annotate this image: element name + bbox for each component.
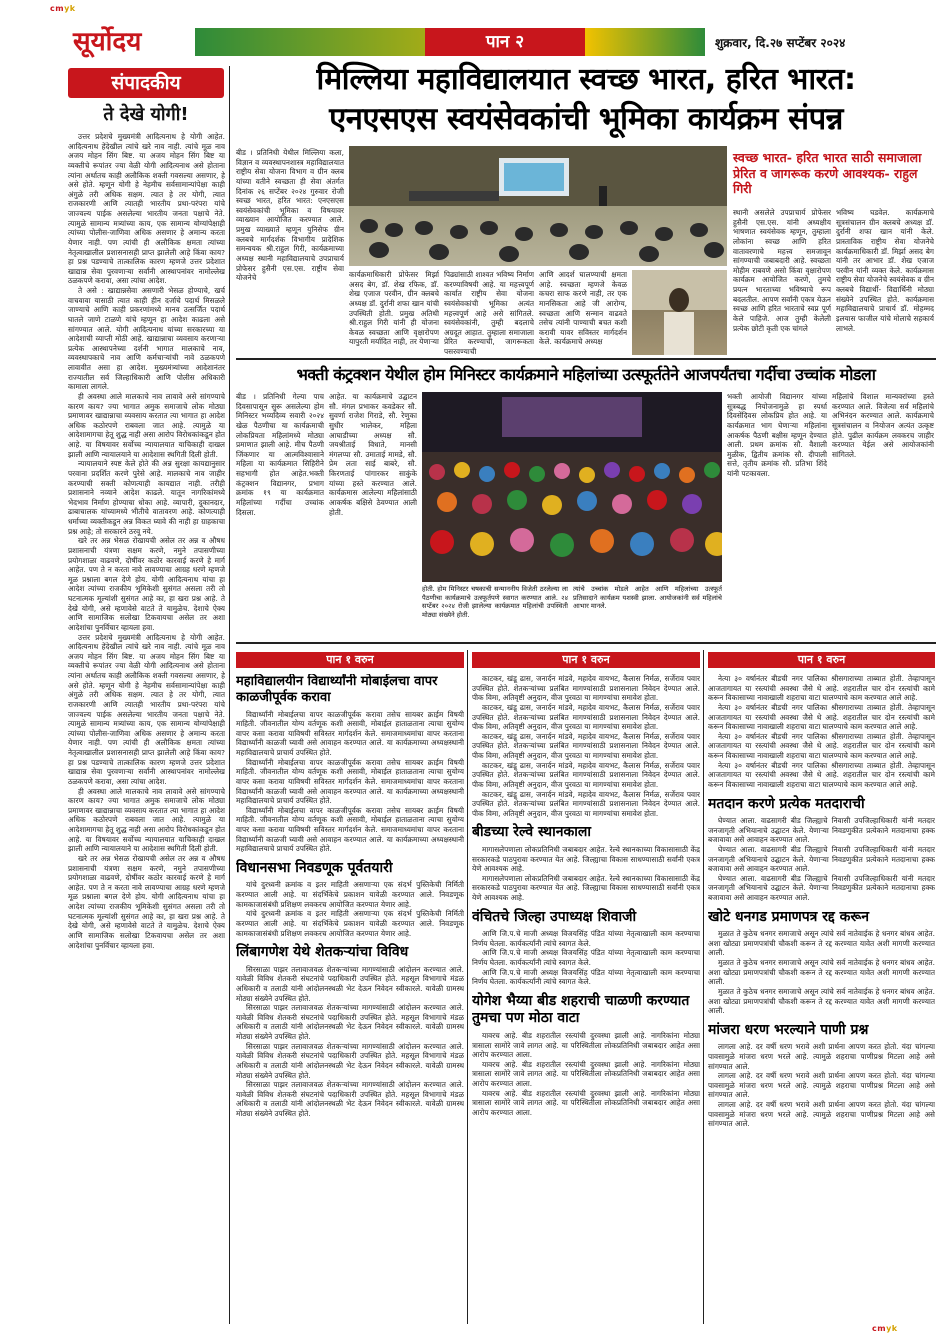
story2-headline: भक्ती कंट्रक्शन येथील होम मिनिस्टर कार्यक्रमाने महिलांच्या उत्स्फूर्ततेने आजपर्यंतचा गर्दीचा उच्चांक मोडला <box>296 365 876 384</box>
contC-para-2 <box>708 816 935 903</box>
section-rule <box>236 358 936 360</box>
contB-text-2: मागासलेपणाला लोकप्रतिनिधी जबाबदार आहेत. रेल्वे स्थानकाच्या विकासासाठी केंद्र सरकारकडे पाठपुरावा करण्यात येत आहे. जिल्ह्याचा विकास साधण्यासाठी सर्वांनी एकत्र येणे आवश्यक आहे. <box>472 844 700 874</box>
contB-text-4b: यावरच आहे. बीड शहरातील रस्त्यांची दुरवस्था झाली आहे. नागरिकांना मोठ्या त्रासाला सामोरे जावे लागत आहे. या परिस्थितीला लोकप्रतिनिधी जबाबदार आहेत असा आरोप करण्यात आला. <box>472 1059 700 1088</box>
contA-text-3c: सिरसाळा पाझर तलावाजवळ शेतकऱ्यांच्या मागण्यांसाठी आंदोलन करण्यात आले. यावेळी विविध शेतकरी संघटनांचे पदाधिकारी उपस्थित होते. महसूल विभागाचे मंडळ अधिकारी व तलाठी यांनी आंदोलनस्थळी भेट देऊन निवेदन स्वीकारले. यावेळी ग्रामस्थ मोठ्या संख्येने उपस्थित होते. <box>236 1041 464 1080</box>
story2-col2: आहेत. या कार्यक्रमाचे उद्घाटन सौ. मंगल प्रभाकर कवडेकर सौ. सुवर्णा राजेश गिराडे, सौ. रेणुका सुधीर भालेकर, महिला आघाडीच्या अध्यक्ष सौ. जयश्रीताई विधाते, मानसी मंगलप्पा सौ. उमाताई मामडे, सौ. प्रेम लता साई बाबरे, सौ. किरणताई पांगारकर साकुंके यांच्या हस्ते करण्यात आले. कार्यक्रमास आलेल्या महिलांसाठी आकर्षक बक्षिसे ठेवण्यात आली होती. <box>329 392 417 517</box>
contC-text-1d: नेत्या ३० वर्षानंतर बीडची नगर पालिका श्रीसगाराच्या ताब्यात होती. तेव्हापासून आजतागायत या रस्त्यांची अवस्था जैसे थे आहे. शहरातील चार दोन रस्त्यांची कामे करून विकासाच्या नावाखाली शहराचा वाटा घालण्याचे काम करण्यात आले आहे. <box>708 760 935 789</box>
contC-text-3b: मुळात ते कुठेच धनगर समाजाचे असून त्यांचे सर्व नातेवाईक हे धनगर बांधव आहेत. अशा खोट्या प्रमाणपत्रांची चौकशी करून ते रद्द करण्यात यावेत अशी मागणी करण्यात आली. <box>708 958 935 987</box>
speaker-image <box>632 270 727 355</box>
story2-col4: त्यांचे उच्चांक मोडले आहेत आणि महिलांच्या उत्स्फूर्त प्रतिसादाने कार्यक्रम यशस्वी झाला. आयोजकांनी सर्व महिलांचे आभार मानले. <box>573 585 722 611</box>
continued-col-b <box>472 674 700 1324</box>
editorial-para: ही अवस्था आले मालकाचे नाव लावावे असे सांगण्याचे कारण काय? ज्या भागात अमुक समाजाचे लोक मोठ्या प्रमाणावर खाद्यान्नाचा व्यवसाय करतात त्या भागात हा आदेश अधिक कठोरपणे राबवला जात आहे. त्यामुळे या आदेशामागचा हेतू शुद्ध नाही असा आरोप विरोधकांकडून होत आहे. या विषयावर सर्वोच्च न्यायालयात याचिकाही दाखल झाली आणि न्यायालयाने या आदेशास स्थगिती दिली होती. <box>68 391 225 459</box>
contB-para-3 <box>472 929 700 987</box>
contB-text-3b: आणि जि.प.चे माजी अध्यक्ष विजयसिंह पंडित यांच्या नेतृत्वाखाली काम करण्याचा निर्णय घेतला. कार्यकर्त्यांनी त्यांचे स्वागत केले. <box>472 948 700 967</box>
contB-text-1b: काटकर, खंडू ढास, जनार्दन मांडवे, महादेव वायभट, कैलास निर्मळ, सर्जेराव पवार उपस्थित होते. शेतकऱ्यांच्या प्रलंबित मागण्यांसाठी प्रशासनाला निवेदन देण्यात आले. पीक विमा, अतिवृष्टी अनुदान, वीज पुरवठा या मागण्यांचा समावेश होता. <box>472 702 700 732</box>
contB-text-1e: काटकर, खंडू ढास, जनार्दन मांडवे, महादेव वायभट, कैलास निर्मळ, सर्जेराव पवार उपस्थित होते. शेतकऱ्यांच्या प्रलंबित मागण्यांसाठी प्रशासनाला निवेदन देण्यात आले. पीक विमा, अतिवृष्टी अनुदान, वीज पुरवठा या मागण्यांचा समावेश होता. <box>472 789 700 818</box>
contA-text-1: विद्यार्थ्यांनी मोबाईलचा वापर काळजीपूर्वक करावा तसेच सायबर क्राईम विषयी माहिती. जीवनातील योग्य वर्तणूक कशी असावी, मोबाईल हाताळताना त्याचा सुयोग्य वापर कसा करावा याविषयी सविस्तर मार्गदर्शन केले. समाजमाध्यमांचा वापर करताना विद्यार्थ्यांनी काळजी घ्यावी असे आवाहन करण्यात आले. या कार्यक्रमाच्या अध्यक्षस्थानी महाविद्यालयाचे प्राचार्य उपस्थित होते. <box>236 709 464 757</box>
cmyk-cm-bottom: cm <box>872 1324 887 1333</box>
contC-text-4c: लागला आहे. दर वर्षी धरण भरावे अशी प्रार्थना आपण करत होतो. यंदा चांगल्या पावसामुळे मांजरा धरण भरले आहे. त्यामुळे शहराचा पाणीप्रश्न मिटला आहे असे सांगण्यात आले. <box>708 1100 935 1129</box>
contC-text-2b: घेण्यात आला. वाढसागरी बीड जिल्ह्याचे निवासी उपजिल्हाधिकारी यांनी मतदार जनजागृती अभियानाचे उद्घाटन केले. येणाऱ्या निवडणुकीत प्रत्येकाने मतदानाचा हक्क बजावावा असे आवाहन करण्यात आले. <box>708 844 935 874</box>
editorial-para: उत्तर प्रदेशचे मुख्यमंत्री आदित्यनाथ हे योगी आहेत. आदित्यनाथ हेंदेखील त्यांचे खरे नाव नाही. त्यांचे मूळ नाव अजय मोहन सिंग बिष्ट. या अजय मोहन सिंग बिष्ट या व्यक्तीचे रूपांतर ज्या वेळी योगी आदित्यनाथ असे होताना त्यांना अर्थातच काही अलौकिक शक्ती गवसल्या असणार, हे असे होते. म्हणून योगी हे नेहमीच सर्वसामान्यांपेक्षा काही अंगुळे तरी अधिक सक्षम. त्यात हे तर योगी, त्यात राजकारणी आणि त्यातही भारतीय प्रथा-परंपरा यांचे जाज्वल्य पाईक असलेल्या भारतीय जनता पक्षाचे नेते. त्यामुळे सामान्य मत्र्यांच्या काय, एक सामान्य योग्यांपेक्षाही त्यांच्या पोलीस-जाणिवा अधिक असणार हे अमान्य करता येणार नाही. पण त्यांची ही अलौकिक क्षमता त्यांच्या नेतृत्वाखालील प्रशासनासही प्राप्त झालेली आहे किंवा काय? हा प्रश्न पडण्याचे तात्कालिक कारण म्हणजे उत्तर प्रदेशात खाद्यान्न सेवा पुरवणाऱ्या सर्वांनी आस्थापनांवर नामोल्लेख ठळकपणे करावा, असा त्यांचा आदेश. <box>68 132 225 286</box>
contC-text-3: मुळात ते कुठेच धनगर समाजाचे असून त्यांचे सर्व नातेवाईक हे धनगर बांधव आहेत. अशा खोट्या प्रमाणपत्रांची चौकशी करून ते रद्द करण्यात यावेत अशी मागणी करण्यात आली. <box>708 929 935 958</box>
contB-text-1d: काटकर, खंडू ढास, जनार्दन मांडवे, महादेव वायभट, कैलास निर्मळ, सर्जेराव पवार उपस्थित होते. शेतकऱ्यांच्या प्रलंबित मागण्यांसाठी प्रशासनाला निवेदन देण्यात आले. पीक विमा, अतिवृष्टी अनुदान, वीज पुरवठा या मागण्यांचा समावेश होता. <box>472 760 700 789</box>
editorial-para: खरे तर अन्न भेसळ रोखायची असेल तर अन्न व औषध प्रशासनाची यंत्रणा सक्षम करणे, नमुने तपासणीच्या प्रयोगशाळा वाढवणे, दोषींवर कठोर कारवाई करणे हे मार्ग आहेत. पण ते न करता नावे लावण्याचा आग्रह धरणे म्हणजे मूळ प्रश्नाला बगल देणे होय. योगी आदित्यनाथ यांचा हा आदेश त्यांच्या राजकीय भूमिकेशी सुसंगत असला तरी तो घटनात्मक मूल्यांशी सुसंगत आहे का, हा खरा प्रश्न आहे. ते देखे योगी, असे म्हणावेसे वाटते ते यामुळेच. देशाचे ऐक्य आणि सामाजिक सलोखा टिकवायचा असेल तर अशा आदेशांचा पुनर्विचार व्हायला हवा. <box>68 853 225 950</box>
contC-text-2: घेण्यात आला. वाढसागरी बीड जिल्ह्याचे निवासी उपजिल्हाधिकारी यांनी मतदार जनजागृती अभियानाचे उद्घाटन केले. येणाऱ्या निवडणुकीत प्रत्येकाने मतदानाचा हक्क बजावावा असे आवाहन करण्यात आले. <box>708 816 935 845</box>
page-number: पान २ <box>425 28 585 56</box>
contB-para-1 <box>472 674 700 818</box>
story2-col5: भक्ती आयोजी विद्यानगर यांच्या सूत्रबद्ध नियोजनामुळे हा स्पर्धा दिवसेंदिवस लोकप्रिय होत आहे. या कार्यक्रमात भाग घेणाऱ्या महिलांना आकर्षक पैठणी बक्षीस म्हणून देण्यात आली. प्रथम क्रमांक सौ. वैशाली मुळीक, द्वितीय क्रमांक सौ. दीपाली सत्ते, तृतीय क्रमांक सौ. प्रतिभा शिंदे यांनी पटकावला. <box>727 392 827 478</box>
contB-para-4 <box>472 1031 700 1118</box>
contC-text-1: नेत्या ३० वर्षानंतर बीडची नगर पालिका श्रीसगाराच्या ताब्यात होती. तेव्हापासून आजतागायत या रस्त्यांची अवस्था जैसे थे आहे. शहरातील चार दोन रस्त्यांची कामे करून विकासाच्या नावाखाली शहराचा वाटा घालण्याचे काम करण्यात आले आहे. <box>708 674 935 703</box>
contA-text-3: सिरसाळा पाझर तलावाजवळ शेतकऱ्यांच्या मागण्यांसाठी आंदोलन करण्यात आले. यावेळी विविध शेतकरी संघटनांचे पदाधिकारी उपस्थित होते. महसूल विभागाचे मंडळ अधिकारी व तलाठी यांनी आंदोलनस्थळी भेट देऊन निवेदन स्वीकारले. यावेळी ग्रामस्थ मोठ्या संख्येने उपस्थित होते. <box>236 964 464 1003</box>
story1-side-title: स्वच्छ भारत- हरित भारत साठी समाजाला प्रेरित व जागरूक करणे आवश्यक- राहुल गिरी <box>733 150 922 197</box>
story1-side-col2: भविष्य घडवेल. कार्यक्रमाचे सूत्रसंचालन ग्रीन क्लबचे अध्यक्ष डॉ. दुर्रानी शफा खान यांनी केले. प्रास्ताविक राष्ट्रीय सेवा योजनेचे कार्यक्रमाधिकारी डॉ. मिर्झा असद बेग यांनी तर आभार डॉ. शेख एजाज परवीन यांनी व्यक्त केले. कार्यक्रमास राष्ट्रीय सेवा योजनेचे स्वयंसेवक व ग्रीन क्लबचे विद्यार्थी- विद्यार्थिनी मोठ्या संख्येने उपस्थित होते. कार्यक्रमास महाविद्यालयाचे प्राचार्य डॉ. मोहम्मद इलयास फाजील यांचे मोलाचे सहकार्य लाभले. <box>836 208 934 333</box>
editorial-section-label: संपादकीय <box>68 68 224 98</box>
contB-heading-2: वंचितचे जिल्हा उपाध्यक्ष शिवाजी <box>472 908 637 925</box>
contA-text-2b: यांचे दुरध्वनी क्रमांक व इतर माहिती असणार्‍या एक संदर्भ पुस्तिकेची निर्मिती करण्यात आली आहे. या संदर्भिकेचे प्रकाशन यावेळी करण्यात आले. निवडणूक कामकाजासंबंधी प्रशिक्षण लवकरच आयोजित करण्यात येणार आहे. <box>236 909 464 938</box>
contB-para-2 <box>472 845 700 903</box>
cmyk-cm: cm <box>50 4 65 13</box>
editorial-title: ते देखे योगी! <box>103 104 189 125</box>
contC-text-1b: नेत्या ३० वर्षानंतर बीडची नगर पालिका श्रीसगाराच्या ताब्यात होती. तेव्हापासून आजतागायत या रस्त्यांची अवस्था जैसे थे आहे. शहरातील चार दोन रस्त्यांची कामे करून विकासाच्या नावाखाली शहराचा वाटा घालण्याचे काम करण्यात आले आहे. <box>708 702 935 732</box>
continued-col-c <box>708 674 935 1324</box>
contB-heading-3: योगेश भैय्या बीड शहराची चाळणी करण्यात तुमचा पण मोठा वाटा <box>472 992 690 1027</box>
contA-heading-3: लिंबागणेश येथे शेतकऱ्यांचा विविध <box>236 944 409 961</box>
contB-text-3c: आणि जि.प.चे माजी अध्यक्ष विजयसिंह पंडित यांच्या नेतृत्वाखाली काम करण्याचा निर्णय घेतला. कार्यकर्त्यांनी त्यांचे स्वागत केले. <box>472 967 700 987</box>
story1-headline-2: एनएसएस स्वयंसेवकांची भूमिका कार्यक्रम संपन्न <box>329 101 843 137</box>
masthead-logo: सूर्योदय <box>73 27 142 57</box>
story1-side-col1: स्थानी असलेले उपप्राचार्य प्रोफेसर हुसैनी एस.एस. यांनी अध्यक्षीय भाषणात स्वयंसेवक म्हणून, तुम्हाला लोकांना स्वच्छ आणि हरित वातावरणाचे महत्त्व समजावून सांगण्याची जबाबदारी आहे. स्वच्छता मोहीम राबवणे असो किंवा वृक्षारोपण कार्यक्रम आयोजित करणे, तुमचे प्रयत्न भारताच्या भविष्याचे रूप बदलतील. आपण सर्वांनी एकत्र येऊन स्वच्छ आणि हरित भारताचे स्वप्न पूर्ण केले पाहिजे. आज तुम्ही केलेली प्रत्येक छोटी कृती एक चांगले <box>733 208 831 333</box>
contA-heading-2: विधानसभा निवडणूक पूर्वतयारी <box>236 859 393 876</box>
contC-heading-2: खोटे धनगड प्रमाणपत्र रद्द करून <box>708 908 870 925</box>
masthead-bar-right <box>585 28 705 56</box>
editorial-para: उत्तर प्रदेशचे मुख्यमंत्री आदित्यनाथ हे योगी आहेत. आदित्यनाथ हेंदेखील त्यांचे खरे नाव नाही. त्यांचे मूळ नाव अजय मोहन सिंग बिष्ट. या अजय मोहन सिंग बिष्ट या व्यक्तीचे रूपांतर ज्या वेळी योगी आदित्यनाथ असे होताना त्यांना अर्थातच काही अलौकिक शक्ती गवसल्या असणार, हे असे होते. म्हणून योगी हे नेहमीच सर्वसामान्यांपेक्षा काही अंगुळे तरी अधिक सक्षम. त्यात हे तर योगी, त्यात राजकारणी आणि त्यातही भारतीय प्रथा-परंपरा यांचे जाज्वल्य पाईक असलेल्या भारतीय जनता पक्षाचे नेते. त्यामुळे सामान्य मत्र्यांच्या काय, एक सामान्य योग्यांपेक्षाही त्यांच्या पोलीस-जाणिवा अधिक असणार हे अमान्य करता येणार नाही. पण त्यांची ही अलौकिक क्षमता त्यांच्या नेतृत्वाखालील प्रशासनासही प्राप्त झालेली आहे किंवा काय? हा प्रश्न पडण्याचे तात्कालिक कारण म्हणजे उत्तर प्रदेशात खाद्यान्न सेवा पुरवणाऱ्या सर्वांनी आस्थापनांवर नामोल्लेख ठळकपणे करावा, असा त्यांचा आदेश. <box>68 632 225 786</box>
continued-col-a <box>236 674 464 1324</box>
contC-para-3 <box>708 929 935 1016</box>
contA-text-3b: सिरसाळा पाझर तलावाजवळ शेतकऱ्यांच्या मागण्यांसाठी आंदोलन करण्यात आले. यावेळी विविध शेतकरी संघटनांचे पदाधिकारी उपस्थित होते. महसूल विभागाचे मंडळ अधिकारी व तलाठी यांनी आंदोलनस्थळी भेट देऊन निवेदन स्वीकारले. यावेळी ग्रामस्थ मोठ्या संख्येने उपस्थित होते. <box>236 1003 464 1041</box>
contA-text-3d: सिरसाळा पाझर तलावाजवळ शेतकऱ्यांच्या मागण्यांसाठी आंदोलन करण्यात आले. यावेळी विविध शेतकरी संघटनांचे पदाधिकारी उपस्थित होते. महसूल विभागाचे मंडळ अधिकारी व तलाठी यांनी आंदोलनस्थळी भेट देऊन निवेदन स्वीकारले. यावेळी ग्रामस्थ मोठ्या संख्येने उपस्थित होते. <box>236 1080 464 1118</box>
contC-text-4b: लागला आहे. दर वर्षी धरण भरावे अशी प्रार्थना आपण करत होतो. यंदा चांगल्या पावसामुळे मांजरा धरण भरले आहे. त्यामुळे शहराचा पाणीप्रश्न मिटला आहे असे सांगण्यात आले. <box>708 1071 935 1100</box>
contB-text-4c: यावरच आहे. बीड शहरातील रस्त्यांची दुरवस्था झाली आहे. नागरिकांना मोठ्या त्रासाला सामोरे जावे लागत आहे. या परिस्थितीला लोकप्रतिनिधी जबाबदार आहेत असा आरोप करण्यात आला. <box>472 1088 700 1117</box>
contC-text-3c: मुळात ते कुठेच धनगर समाजाचे असून त्यांचे सर्व नातेवाईक हे धनगर बांधव आहेत. अशा खोट्या प्रमाणपत्रांची चौकशी करून ते रद्द करण्यात यावेत अशी मागणी करण्यात आली. <box>708 986 935 1016</box>
contC-heading-3: मांजरा धरण भरल्याने पाणी प्रश्न <box>708 1021 869 1038</box>
contC-text-2c: घेण्यात आला. वाढसागरी बीड जिल्ह्याचे निवासी उपजिल्हाधिकारी यांनी मतदार जनजागृती अभियानाचे उद्घाटन केले. येणाऱ्या निवडणुकीत प्रत्येकाने मतदानाचा हक्क बजावावा असे आवाहन करण्यात आले. <box>708 873 935 902</box>
contC-para-4 <box>708 1042 935 1129</box>
contA-para-3 <box>236 965 464 1119</box>
continued-tab-3: पान १ वरुन <box>708 652 935 668</box>
column-divider <box>467 650 468 1324</box>
cmyk-mark-bottom <box>872 1324 898 1333</box>
story2-col3: होती. होम मिनिस्टर चषकाची सन्माननीय विजेती ठरलेल्या ला पैठणीचा कार्यक्रमाचे उत्स्फूर्तपणे स्वागत करण्यात आले. २४ सप्टेंबर २०२४ रोजी झालेल्या कार्यक्रमात महिलांची उपस्थिती मोठ्या संख्येने होती. <box>422 585 568 619</box>
contA-text-1c: विद्यार्थ्यांनी मोबाईलचा वापर काळजीपूर्वक करावा तसेच सायबर क्राईम विषयी माहिती. जीवनातील योग्य वर्तणूक कशी असावी, मोबाईल हाताळताना त्याचा सुयोग्य वापर कसा करावा याविषयी सविस्तर मार्गदर्शन केले. समाजमाध्यमांचा वापर करताना विद्यार्थ्यांनी काळजी घ्यावी असे आवाहन करण्यात आले. या कार्यक्रमाच्या अध्यक्षस्थानी महाविद्यालयाचे प्राचार्य उपस्थित होते. <box>236 805 464 854</box>
story1-col2: कार्यक्रमाधिकारी प्रोफेसर मिर्झा असद बेग, डॉ. शेख रफिक, डॉ. शेख एजाज परवीन, ग्रीन क्लबचे अध्यक्ष डॉ. दुर्रानी शफा खान यांची उपस्थिती होती. प्रमुख अतिथी श्री.राहुल गिरी यांनी ही योजना केवळ स्वच्छता आणि वृक्षारोपण यापुरती मर्यादित नाही, तर येणाऱ्या <box>349 270 439 347</box>
event-hall-image <box>349 146 727 266</box>
contC-heading-1: मतदान करणे प्रत्येक मतदाराची <box>708 795 865 812</box>
story1-col1: बीड । प्रतिनिधी येथील मिल्लिया कला, विज्ञान व व्यवस्थापनशास्त्र महाविद्यालयात राष्ट्रीय सेवा योजना विभाग व ग्रीन क्लब यांच्या वतीने स्वच्छता ही सेवा अंतर्गत दिनांक २६ सप्टेंबर २०२४ गुरुवार रोजी स्वच्छ भारत, हरित भारत: एनएसएस स्वयंसेवकांची भूमिका व विषयावर व्याख्यान आयोजित करण्यात आले. प्रमुख व्याख्याते म्हणून युनिसेफ ग्रीन क्लबचे मार्गदर्शक विभागीय प्रादेशिक समन्वयक श्री.राहुल गिरी, कार्यक्रमाच्या अध्यक्ष स्थानी महाविद्यालयाचे उपप्राचार्य प्रोफेसर हुसैनी एस.एस. राष्ट्रीय सेवा योजनेचे <box>236 148 344 283</box>
cmyk-mark-top <box>50 4 76 13</box>
story2-col6: महिलांचे विशाल मान्यवरांच्या हस्ते करण्यात आले. विजेत्या सर्व महिलांचे अभिनंदन करण्यात आले. कार्यक्रमाचे सूत्रसंचालन व नियोजन अत्यंत उत्कृष्ट होते. पुढील कार्यक्रम लवकरच जाहीर करण्यात येईल असे आयोजकांनी सांगितले. <box>832 392 934 459</box>
column-divider <box>229 66 230 1324</box>
editorial-body <box>68 132 225 1320</box>
contA-text-2: यांचे दुरध्वनी क्रमांक व इतर माहिती असणार्‍या एक संदर्भ पुस्तिकेची निर्मिती करण्यात आली आहे. या संदर्भिकेचे प्रकाशन यावेळी करण्यात आले. निवडणूक कामकाजासंबंधी प्रशिक्षण लवकरच आयोजित करण्यात येणार आहे. <box>236 880 464 909</box>
contA-para-2 <box>236 880 464 938</box>
contA-heading-1: महाविद्यालयीन विद्यार्थ्यांनी मोबाईलचा वापर काळजीपूर्वक करावा <box>236 674 438 706</box>
contC-text-1c: नेत्या ३० वर्षानंतर बीडची नगर पालिका श्रीसगाराच्या ताब्यात होती. तेव्हापासून आजतागायत या रस्त्यांची अवस्था जैसे थे आहे. शहरातील चार दोन रस्त्यांची कामे करून विकासाच्या नावाखाली शहराचा वाटा घालण्याचे काम करण्यात आले आहे. <box>708 731 935 760</box>
crowd-image <box>422 392 722 582</box>
editorial-para: ही अवस्था आले मालकाचे नाव लावावे असे सांगण्याचे कारण काय? ज्या भागात अमुक समाजाचे लोक मोठ्या प्रमाणावर खाद्यान्नाचा व्यवसाय करतात त्या भागात हा आदेश अधिक कठोरपणे राबवला जात आहे. त्यामुळे या आदेशामागचा हेतू शुद्ध नाही असा आरोप विरोधकांकडून होत आहे. या विषयावर सर्वोच्च न्यायालयात याचिकाही दाखल झाली आणि न्यायालयाने या आदेशास स्थगिती दिली होती. <box>68 786 225 854</box>
story2-photo <box>422 392 722 582</box>
story1-headline-1: मिल्लिया महाविद्यालयात स्वच्छ भारत, हरित भारत: <box>316 62 856 97</box>
story1-photo <box>349 146 727 266</box>
story1-col4: आणि आदर्श घालण्याची क्षमता आहे. स्वच्छता म्हणजे केवळ कचरा साफ करणे नाही, तर एक मानसिकता आहे जी आरोग्य, स्वच्छता आणि सन्मान वाढवते तसेच त्यांनी पाण्याची बचत कशी करावी यावर सविस्तर मार्गदर्शन केले. कार्यक्रमाचे अध्यक्ष <box>539 270 627 347</box>
section-rule <box>236 642 936 644</box>
editorial-para: ते असे : खाद्यान्नसेवा असणारी भेसळ होण्याचे, खर्च वाचवावा यासाठी त्यात काही हीन दर्जाचे पदार्थ मिसळले जाण्याचे आणि काही प्रकरणांमध्ये मानव उत्सर्जित पदार्थ घातले जाणे टाळणे यांचे म्हणून हा आदेश काढला असे सांगण्यात आले. योगी आदित्यनाथ यांच्या सरकारच्या या आदेशाची व्याप्ती मोठी आहे. खाद्यान्नाचा व्यवसाय करणाऱ्या प्रत्येक आस्थापनेच्या दर्शनी भागात मालकाचे नाव, व्यवस्थापकाचे नाव आणि कर्मचाऱ्यांची नावे ठळकपणे लावावीत असा हा आदेश. मुख्यमंत्र्यांच्या आदेशानंतर राज्यातील सर्व जिल्हाधिकारी आणि पोलीस अधिकारी कामाला लागले. <box>68 286 225 392</box>
contC-para-1 <box>708 674 935 790</box>
continued-tab-2: पान १ वरुन <box>472 652 700 668</box>
story1-col3: पिढ्यांसाठी शाश्वत भविष्य निर्माण करण्याविषयी आहे. या महत्त्वपूर्ण कार्यात राष्ट्रीय सेवा योजना स्वयंसेवकांची भूमिका अत्यंत महत्त्वपूर्ण आहे असे सांगितले. स्वयंसेवकांनी, तुम्ही बदलाचे अग्रदूत आहात. तुम्हाला समाजाला प्रेरित करण्याची, जागरूकता पसरवण्याची <box>444 270 534 355</box>
story1-photo-small <box>632 270 727 355</box>
contB-heading-1: बीडच्या रेल्वे स्थानकाला <box>472 824 591 841</box>
cmyk-yk: yk <box>64 4 76 13</box>
editorial-para: खरे तर अन्न भेसळ रोखायची असेल तर अन्न व औषध प्रशासनाची यंत्रणा सक्षम करणे, नमुने तपासणीच्या प्रयोगशाळा वाढवणे, दोषींवर कठोर कारवाई करणे हे मार्ग आहेत. पण ते न करता नावे लावण्याचा आग्रह धरणे म्हणजे मूळ प्रश्नाला बगल देणे होय. योगी आदित्यनाथ यांचा हा आदेश त्यांच्या राजकीय भूमिकेशी सुसंगत असला तरी तो घटनात्मक मूल्यांशी सुसंगत आहे का, हा खरा प्रश्न आहे. ते देखे योगी, असे म्हणावेसे वाटते ते यामुळेच. देशाचे ऐक्य आणि सामाजिक सलोखा टिकवायचा असेल तर अशा आदेशांचा पुनर्विचार व्हायला हवा. <box>68 536 225 632</box>
contC-text-4: लागला आहे. दर वर्षी धरण भरावे अशी प्रार्थना आपण करत होतो. यंदा चांगल्या पावसामुळे मांजरा धरण भरले आहे. त्यामुळे शहराचा पाणीप्रश्न मिटला आहे असे सांगण्यात आले. <box>708 1042 935 1071</box>
contB-text-2b: मागासलेपणाला लोकप्रतिनिधी जबाबदार आहेत. रेल्वे स्थानकाच्या विकासासाठी केंद्र सरकारकडे पाठपुरावा करण्यात येत आहे. जिल्ह्याचा विकास साधण्यासाठी सर्वांनी एकत्र येणे आवश्यक आहे. <box>472 873 700 902</box>
masthead <box>55 22 935 62</box>
cmyk-yk-bottom: yk <box>886 1324 898 1333</box>
contA-para-1 <box>236 710 464 854</box>
contB-text-3: आणि जि.प.चे माजी अध्यक्ष विजयसिंह पंडित यांच्या नेतृत्वाखाली काम करण्याचा निर्णय घेतला. कार्यकर्त्यांनी त्यांचे स्वागत केले. <box>472 929 700 948</box>
column-divider <box>703 650 704 1324</box>
issue-date: शुक्रवार, दि.२७ सप्टेंबर २०२४ <box>715 36 846 50</box>
contB-text-4: यावरच आहे. बीड शहरातील रस्त्यांची दुरवस्था झाली आहे. नागरिकांना मोठ्या त्रासाला सामोरे जावे लागत आहे. या परिस्थितीला लोकप्रतिनिधी जबाबदार आहेत असा आरोप करण्यात आला. <box>472 1030 700 1060</box>
contA-text-1b: विद्यार्थ्यांनी मोबाईलचा वापर काळजीपूर्वक करावा तसेच सायबर क्राईम विषयी माहिती. जीवनातील योग्य वर्तणूक कशी असावी, मोबाईल हाताळताना त्याचा सुयोग्य वापर कसा करावा याविषयी सविस्तर मार्गदर्शन केले. समाजमाध्यमांचा वापर करताना विद्यार्थ्यांनी काळजी घ्यावी असे आवाहन करण्यात आले. या कार्यक्रमाच्या अध्यक्षस्थानी महाविद्यालयाचे प्राचार्य उपस्थित होते. <box>236 757 464 806</box>
contB-text-1: काटकर, खंडू ढास, जनार्दन मांडवे, महादेव वायभट, कैलास निर्मळ, सर्जेराव पवार उपस्थित होते. शेतकऱ्यांच्या प्रलंबित मागण्यांसाठी प्रशासनाला निवेदन देण्यात आले. पीक विमा, अतिवृष्टी अनुदान, वीज पुरवठा या मागण्यांचा समावेश होता. <box>472 674 700 703</box>
contB-text-1c: काटकर, खंडू ढास, जनार्दन मांडवे, महादेव वायभट, कैलास निर्मळ, सर्जेराव पवार उपस्थित होते. शेतकऱ्यांच्या प्रलंबित मागण्यांसाठी प्रशासनाला निवेदन देण्यात आले. पीक विमा, अतिवृष्टी अनुदान, वीज पुरवठा या मागण्यांचा समावेश होता. <box>472 731 700 760</box>
continued-tab-1: पान १ वरुन <box>236 652 464 668</box>
story2-col1: बीड । प्रतिनिधी गेल्या पाच दिवसापासून सुरू असलेल्या होम मिनिस्टर भव्यदिव्य सवारी २०२४ खेळ पैठणीचा या कार्यक्रमाची लोकप्रियता महिलांमध्ये मोठ्या प्रमाणात झाली आहे. मीच पैठणी जिंकणार या आत्मविश्वासाने महिला या कार्यक्रमात सिहिरीने सहभागी होत आहेत.भक्ती कंट्रक्शन विद्यानगर, प्रभाग क्रमांक १९ या कार्यक्रमात महिलांच्या गर्दीचा उच्चांक दिसला. <box>236 392 324 517</box>
editorial-para: न्यायालयाने स्पष्ट केले होते की अन्न सुरक्षा कायद्यानुसार परवाना प्रदर्शित करणे पुरेसे आहे. मालकाचे नाव जाहीर करण्याची सक्ती कोणत्याही कायद्यात नाही. तरीही प्रशासनाने नव्याने आदेश काढले. यातून नागरिकांमध्ये भेदभाव निर्माण होण्याचा धोका आहे. व्यापारी, दुकानदार, ढाबाचालक यांच्यामध्ये भीतीचे वातावरण आहे. कोणत्याही धर्माच्या व्यक्तीकडून अन्न विकत घ्यावे की नाही हा ग्राहकाचा प्रश्न आहे; तो सरकारने ठरवू नये. <box>68 459 225 536</box>
